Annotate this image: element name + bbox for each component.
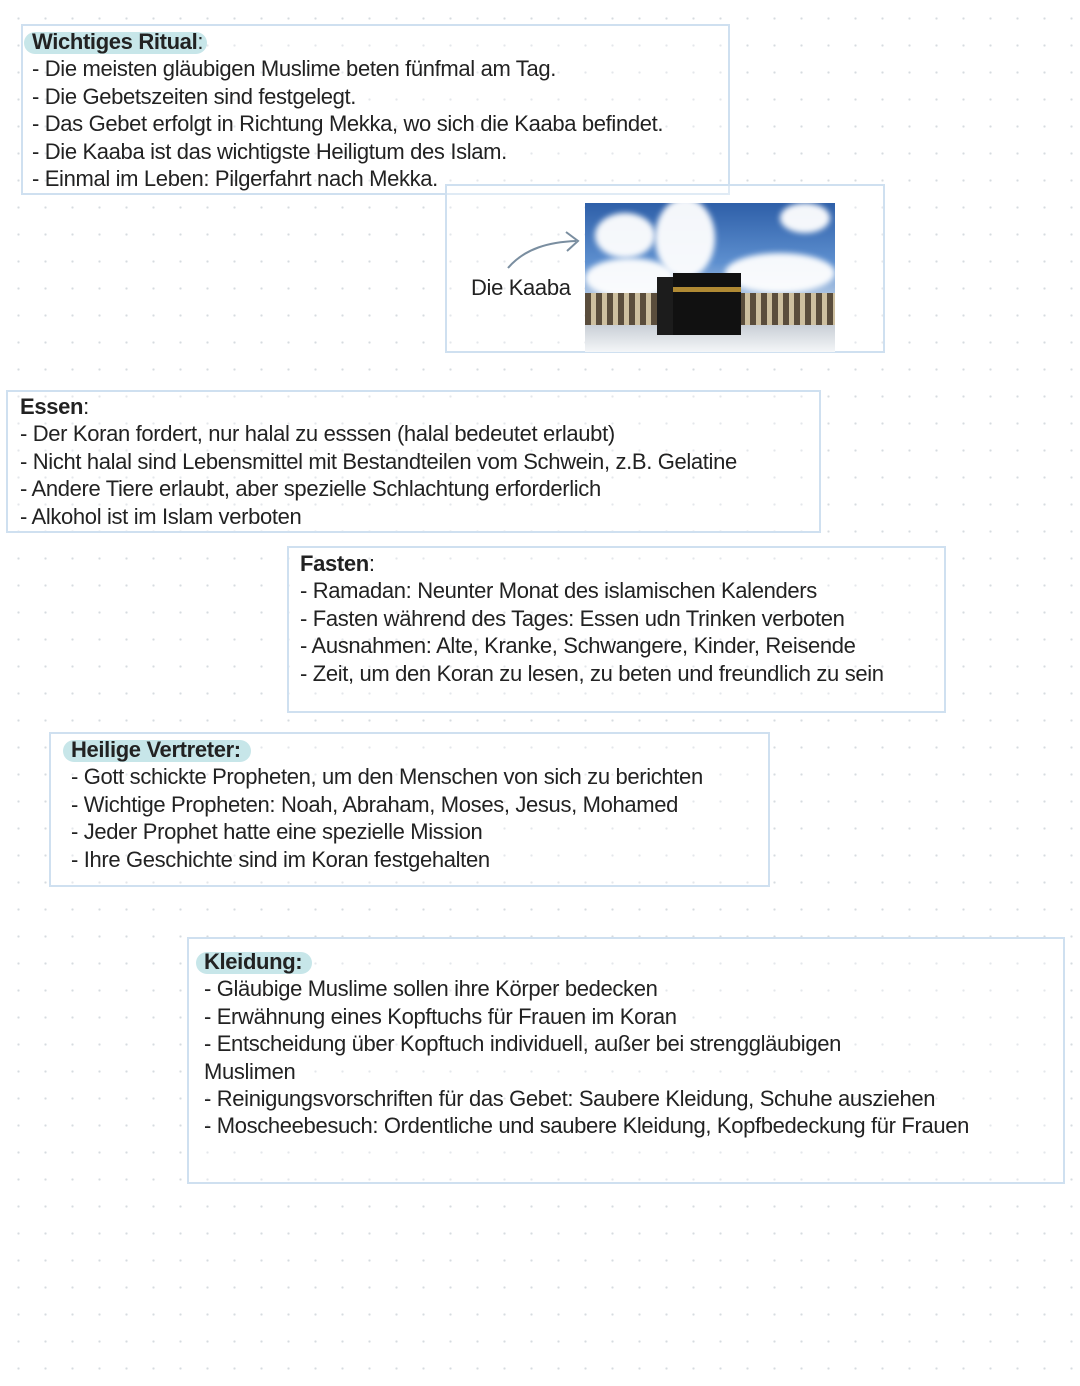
essen-text: Essen: - Der Koran fordert, nur halal zu esssen (halal bedeutet erlaubt) - Nicht halal sind Lebensmittel mit Bestandteilen vom Schwein, z.B. Gelatine - Andere Tiere erlaubt, aber spezielle Schlachtung erforderlich - Alkohol ist im Islam verboten — [20, 394, 737, 529]
essen-title: Essen — [20, 394, 84, 419]
list-item: - Nicht halal sind Lebensmittel mit Bestandteilen vom Schwein, z.B. Gelatine — [20, 448, 737, 474]
list-item: - Entscheidung über Kopftuch individuell, außer bei strenggläubigen — [204, 1031, 841, 1057]
kleidung-title: Kleidung: — [204, 948, 302, 975]
arrow-icon — [500, 228, 585, 273]
list-item: - Moscheebesuch: Ordentliche und saubere Kleidung, Kopfbedeckung für Frauen — [204, 1113, 970, 1139]
vertreter-title: Heilige Vertreter: — [71, 736, 241, 763]
list-item: - Erwähnung eines Kopftuchs für Frauen im Koran — [204, 1003, 677, 1029]
list-item: - Der Koran fordert, nur halal zu esssen (halal bedeutet erlaubt) — [20, 421, 615, 447]
ritual-title: Wichtiges Ritual — [32, 28, 197, 55]
list-item: - Gott schickte Propheten, um den Menschen von sich zu berichten — [71, 764, 703, 790]
list-item: - Ramadan: Neunter Monat des islamischen Kalenders — [300, 578, 817, 604]
list-item: - Fasten während des Tages: Essen udn Trinken verboten — [300, 605, 845, 631]
list-item: Muslimen — [204, 1058, 296, 1084]
list-item: - Andere Tiere erlaubt, aber spezielle Schlachtung erforderlich — [20, 476, 601, 502]
list-item: - Reinigungsvorschriften für das Gebet: Saubere Kleidung, Schuhe ausziehen — [204, 1086, 936, 1112]
fasten-title: Fasten — [300, 551, 369, 576]
list-item: - Zeit, um den Koran zu lesen, zu beten und freundlich zu sein — [300, 660, 884, 686]
ritual-text: Wichtiges Ritual: - Die meisten gläubigen Muslime beten fünfmal am Tag. - Die Gebetszeiten sind festgelegt. - Das Gebet erfolgt in Richtung Mekka, wo sich die Kaaba befindet. - Die Kaaba ist das wichtigste Heiligtum des Islam. - Einmal im Leben: Pilgerfahrt nach Mekka. — [32, 28, 663, 192]
list-item: - Ihre Geschichte sind im Koran festgehalten — [71, 846, 490, 872]
list-item: - Einmal im Leben: Pilgerfahrt nach Mekka. — [32, 166, 438, 192]
kaaba-label: Die Kaaba — [471, 275, 571, 300]
list-item: - Ausnahmen: Alte, Kranke, Schwangere, Kinder, Reisende — [300, 633, 856, 659]
list-item: - Die Gebetszeiten sind festgelegt. — [32, 83, 357, 109]
list-item: - Das Gebet erfolgt in Richtung Mekka, wo sich die Kaaba befindet. — [32, 111, 664, 137]
fasten-text: Fasten: - Ramadan: Neunter Monat des islamischen Kalenders - Fasten während des Tages: Essen udn Trinken verboten - Ausnahmen: Alte, Kranke, Schwangere, Kinder, Reisende - Zeit, um den Koran zu lesen, zu beten und freundlich zu sein — [300, 551, 884, 686]
list-item: - Wichtige Propheten: Noah, Abraham, Moses, Jesus, Mohamed — [71, 791, 679, 817]
list-item: - Die Kaaba ist das wichtigste Heiligtum des Islam. — [32, 138, 507, 164]
vertreter-text — [71, 736, 703, 873]
kaaba-photo — [585, 203, 835, 352]
list-item: - Alkohol ist im Islam verboten — [20, 503, 302, 529]
list-item: - Die meisten gläubigen Muslime beten fünfmal am Tag. — [32, 56, 556, 82]
list-item: - Jeder Prophet hatte eine spezielle Mission — [71, 819, 483, 845]
list-item: - Gläubige Muslime sollen ihre Körper bedecken — [204, 976, 658, 1002]
kleidung-text — [204, 948, 969, 1140]
